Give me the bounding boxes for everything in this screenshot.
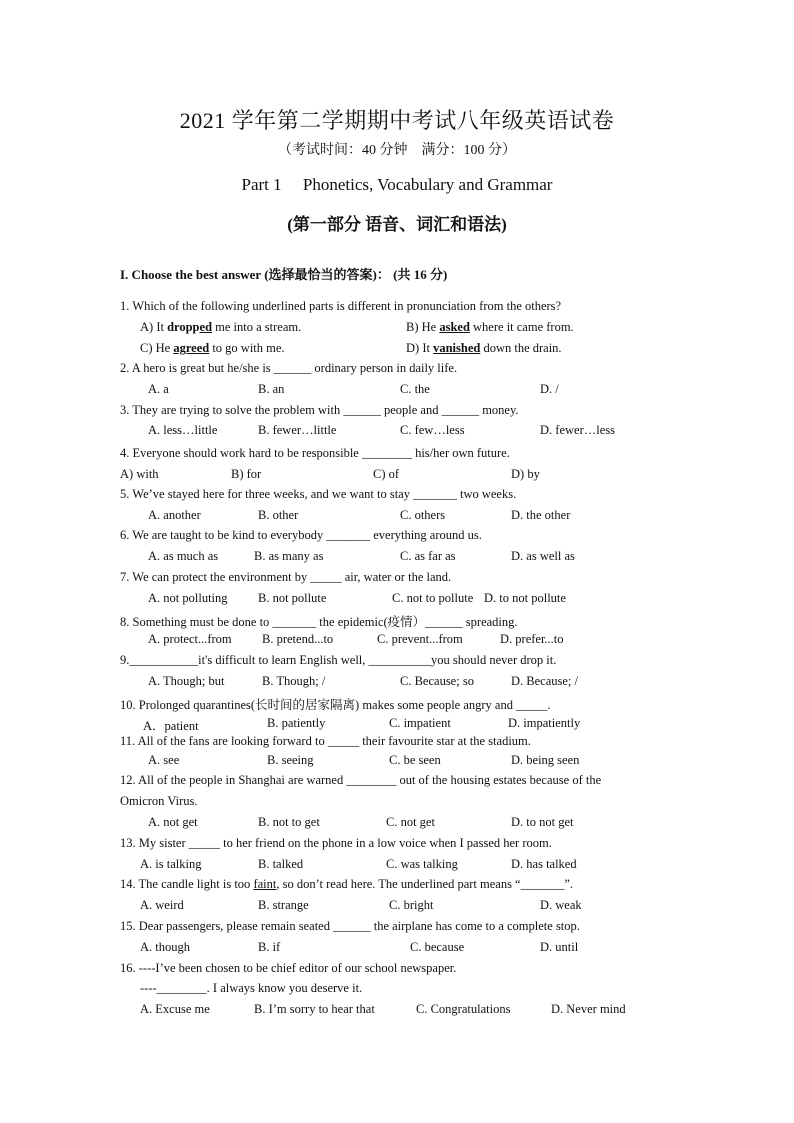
question-10-option-d: D. impatiently <box>508 716 581 730</box>
option-text: C) He <box>140 341 174 355</box>
question-3-option-d: D. fewer…less <box>540 423 615 437</box>
question-3-option-c: C. few…less <box>400 423 465 437</box>
option-text: to go with me. <box>209 341 285 355</box>
question-12-option-d: D. to not get <box>511 815 574 829</box>
stem-text: , so don’t read here. The underlined part means “_______”. <box>276 877 574 891</box>
question-11-option-d: D. being seen <box>511 753 580 767</box>
question-13-option-c: C. was talking <box>386 857 458 871</box>
question-6-option-b: B. as many as <box>254 549 324 563</box>
option-underlined: ed <box>199 320 213 334</box>
question-14-stem <box>120 877 573 892</box>
question-2-option-c: C. the <box>400 382 430 396</box>
question-13-option-b: B. talked <box>258 857 304 871</box>
question-8-option-c: C. prevent...from <box>377 632 463 646</box>
question-5-stem: 5. We’ve stayed here for three weeks, and we want to stay _______ two weeks. <box>120 487 517 501</box>
question-10-option-c: C. impatient <box>389 716 451 730</box>
question-1-option-c <box>140 341 285 356</box>
question-2-option-a: A. a <box>148 382 169 396</box>
question-8-option-b: B. pretend...to <box>262 632 334 646</box>
question-15-option-d: D. until <box>540 940 579 954</box>
underlined-word: faint <box>253 877 277 891</box>
question-2-option-b: B. an <box>258 382 285 396</box>
question-16-stem: 16. ----I’ve been chosen to be chief editor of our school newspaper. <box>120 961 457 975</box>
question-15-option-c: C. because <box>410 940 465 954</box>
question-1-option-a <box>140 320 301 335</box>
question-6-option-d: D. as well as <box>511 549 575 563</box>
question-8-stem: 8. Something must be done to _______ the epidemic(疫情）______ spreading. <box>120 615 518 629</box>
option-underlined: ed <box>196 341 210 355</box>
option-text: where it came from. <box>469 320 574 334</box>
question-4-option-c: C) of <box>373 467 400 481</box>
question-10-option-b: B. patiently <box>267 716 326 730</box>
question-12-option-b: B. not to get <box>258 815 320 829</box>
question-6-option-a: A. as much as <box>148 549 219 563</box>
part-heading-cn: (第一部分 语音、词汇和语法) <box>287 215 507 234</box>
question-12-stem-continued: Omicron Virus. <box>120 794 198 808</box>
question-1-option-d <box>406 341 562 356</box>
question-9-option-c: C. Because; so <box>400 674 474 688</box>
section-heading: I. Choose the best answer (选择最恰当的答案)： (共 16 分) <box>120 267 448 282</box>
question-13-stem: 13. My sister _____ to her friend on the phone in a low voice when I passed her room. <box>120 836 552 850</box>
question-12-option-c: C. not get <box>386 815 435 829</box>
question-8-option-a: A. protect...from <box>148 632 232 646</box>
question-13-option-a: A. is talking <box>140 857 202 871</box>
question-3-option-b: B. fewer…little <box>258 423 337 437</box>
question-3-stem: 3. They are trying to solve the problem with ______ people and ______ money. <box>120 403 519 417</box>
question-14-option-b: B. strange <box>258 898 309 912</box>
stem-text: 14. The candle light is too <box>120 877 254 891</box>
question-4-option-b: B) for <box>231 467 262 481</box>
question-7-option-c: C. not to pollute <box>392 591 474 605</box>
option-text: D) It <box>406 341 434 355</box>
question-14-option-d: D. weak <box>540 898 582 912</box>
exam-title: 2021 学年第二学期期中考试八年级英语试卷 <box>179 108 615 133</box>
option-underlined: vanish <box>433 341 468 355</box>
question-7-option-a: A. not polluting <box>148 591 228 605</box>
option-underlined: ed <box>457 320 470 334</box>
option-bold: dropp <box>167 320 200 334</box>
question-1-stem: 1. Which of the following underlined parts is different in pronunciation from the others? <box>120 299 562 313</box>
question-9-option-a: A. Though; but <box>148 674 225 688</box>
question-11-stem: 11. All of the fans are looking forward to _____ their favourite star at the stadium. <box>120 734 531 748</box>
question-9-option-b: B. Though; / <box>262 674 326 688</box>
question-11-option-a: A. see <box>148 753 180 767</box>
option-text: me into a stream. <box>212 320 302 334</box>
question-5-option-b: B. other <box>258 508 299 522</box>
option-text: A) It <box>140 320 168 334</box>
question-16-option-a: A. Excuse me <box>140 1002 210 1016</box>
question-16-option-d: D. Never mind <box>551 1002 626 1016</box>
question-7-stem: 7. We can protect the environment by _____ air, water or the land. <box>120 570 452 584</box>
question-7-option-d: D. to not pollute <box>484 591 566 605</box>
option-underlined: agre <box>173 341 197 355</box>
option-text: down the drain. <box>480 341 562 355</box>
question-4-option-d: D) by <box>511 467 540 481</box>
question-5-option-a: A. another <box>148 508 201 522</box>
question-15-option-a: A. though <box>140 940 190 954</box>
question-4-stem: 4. Everyone should work hard to be responsible ________ his/her own future. <box>120 446 510 460</box>
question-9-option-d: D. Because; / <box>511 674 578 688</box>
question-16-option-b: B. I’m sorry to hear that <box>254 1002 375 1016</box>
question-7-option-b: B. not pollute <box>258 591 327 605</box>
question-16-option-c: C. Congratulations <box>416 1002 511 1016</box>
question-1-option-b <box>406 320 574 335</box>
question-15-stem: 15. Dear passengers, please remain seated ______ the airplane has come to a complete stop. <box>120 919 580 933</box>
question-10-option-a: A．patient <box>143 719 199 733</box>
question-11-option-c: C. be seen <box>389 753 441 767</box>
question-3-option-a: A. less…little <box>148 423 218 437</box>
option-underlined: ed <box>467 341 481 355</box>
question-4-option-a: A) with <box>120 467 159 481</box>
question-5-option-d: D. the other <box>511 508 571 522</box>
question-10-stem: 10. Prolonged quarantines(长时间的居家隔离) makes some people angry and _____. <box>120 698 551 712</box>
option-text: B) He <box>406 320 440 334</box>
exam-subtitle: （考试时间：40 分钟 满分：100 分） <box>278 143 516 158</box>
question-8-option-d: D. prefer...to <box>500 632 564 646</box>
question-2-option-d: D. / <box>540 382 559 396</box>
question-12-option-a: A. not get <box>148 815 198 829</box>
question-2-stem: 2. A hero is great but he/she is ______ ordinary person in daily life. <box>120 361 458 375</box>
question-14-option-a: A. weird <box>140 898 184 912</box>
question-9-stem: 9.___________it's difficult to learn English well, __________you should never drop it. <box>120 653 557 667</box>
question-16-stem-continued: ----________. I always know you deserve it. <box>140 981 363 995</box>
question-14-option-c: C. bright <box>389 898 434 912</box>
option-underlined: ask <box>439 320 458 334</box>
question-11-option-b: B. seeing <box>267 753 314 767</box>
question-6-option-c: C. as far as <box>400 549 456 563</box>
question-5-option-c: C. others <box>400 508 446 522</box>
question-15-option-b: B. if <box>258 940 281 954</box>
part-heading: Part 1 Phonetics, Vocabulary and Grammar <box>241 175 553 194</box>
question-12-stem: 12. All of the people in Shanghai are warned ________ out of the housing estates because of the <box>120 773 602 787</box>
question-6-stem: 6. We are taught to be kind to everybody _______ everything around us. <box>120 528 482 542</box>
question-13-option-d: D. has talked <box>511 857 577 871</box>
